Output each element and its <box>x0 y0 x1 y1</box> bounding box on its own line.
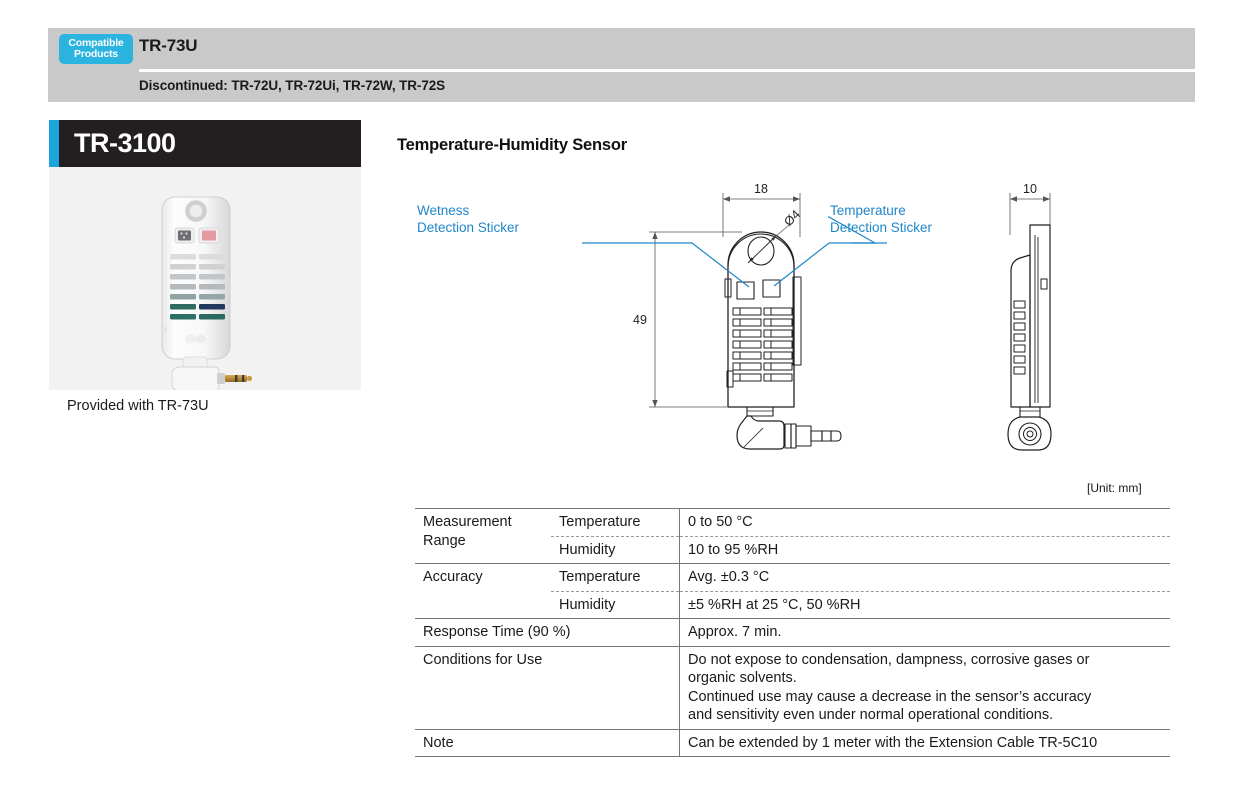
dimension-drawing-svg <box>397 175 1187 475</box>
callout-wetness-line1: Wetness <box>417 203 470 218</box>
page-title: TR-73U <box>139 36 198 55</box>
dimension-hole-label: Ø4 <box>781 207 804 230</box>
table-row <box>415 509 1170 537</box>
dimension-side-width-label: 10 <box>1023 182 1037 196</box>
badge-label-line2: Products <box>74 48 118 60</box>
table-row <box>415 729 1170 757</box>
discontinued-models-text: Discontinued: TR-72U, TR-72Ui, TR-72W, TR-72S <box>139 78 446 93</box>
spec-label-line2: Range <box>423 532 466 549</box>
table-row <box>415 646 1170 729</box>
product-title-bar <box>49 120 361 167</box>
callout-wetness-line2: Detection Sticker <box>417 220 520 235</box>
conditions-line2: organic solvents. <box>688 670 797 687</box>
product-panel <box>49 120 361 390</box>
spec-label-conditions: Conditions for Use <box>415 646 680 729</box>
badge-label-line1: Compatible <box>68 36 124 49</box>
accent-bar <box>49 120 59 167</box>
product-caption: Provided with TR-73U <box>67 398 209 414</box>
callout-temperature-line2: Detection Sticker <box>830 220 933 235</box>
unit-note: [Unit: mm] <box>1087 481 1142 495</box>
conditions-line4: and sensitivity even under normal operational conditions. <box>688 707 1054 724</box>
spec-value-note: Can be extended by 1 meter with the Extension Cable TR-5C10 <box>680 729 1171 757</box>
product-photo <box>49 167 361 390</box>
product-model-title: TR-3100 <box>74 128 176 158</box>
conditions-line1: Do not expose to condensation, dampness, corrosive gases or <box>688 651 1090 668</box>
callout-temperature-line1: Temperature <box>830 203 906 218</box>
spec-value-response-time: Approx. 7 min. <box>680 619 1171 647</box>
specifications-table <box>415 508 1170 757</box>
dimension-width-label: 18 <box>754 182 768 196</box>
spec-value-accuracy-temperature: Avg. ±0.3 °C <box>680 564 1171 592</box>
spec-value-accuracy-humidity: ±5 %RH at 25 °C, 50 %RH <box>680 591 1171 619</box>
spec-sublabel-humidity: Humidity <box>559 541 616 558</box>
spec-label-measurement-range <box>415 509 551 564</box>
spec-label-line1: Measurement <box>423 514 512 530</box>
spec-sublabel-accuracy-temperature: Temperature <box>551 564 680 592</box>
spec-label-note: Note <box>415 729 680 757</box>
spec-sublabel-temperature: Temperature <box>551 509 680 537</box>
technical-drawing <box>397 175 1187 475</box>
compatible-products-badge <box>59 34 133 64</box>
spec-label-response-time: Response Time (90 %) <box>415 619 680 647</box>
dimension-height-label: 49 <box>633 313 647 327</box>
table-row <box>415 619 1170 647</box>
table-row <box>415 564 1170 592</box>
compatible-products-header <box>48 28 1195 102</box>
spec-value-humidity-range: 10 to 95 %RH <box>680 536 1171 564</box>
spec-value-conditions <box>680 646 1171 729</box>
header-divider <box>139 69 1195 72</box>
spec-sublabel-accuracy-humidity: Humidity <box>559 596 616 613</box>
sensor-photo-illustration <box>49 167 361 390</box>
spec-label-accuracy: Accuracy <box>415 564 551 619</box>
header-top-row <box>48 28 1195 69</box>
conditions-line3: Continued use may cause a decrease in the sensor’s accuracy <box>688 688 1092 705</box>
section-title: Temperature-Humidity Sensor <box>397 136 627 154</box>
spec-value-temperature-range: 0 to 50 °C <box>680 509 1171 537</box>
